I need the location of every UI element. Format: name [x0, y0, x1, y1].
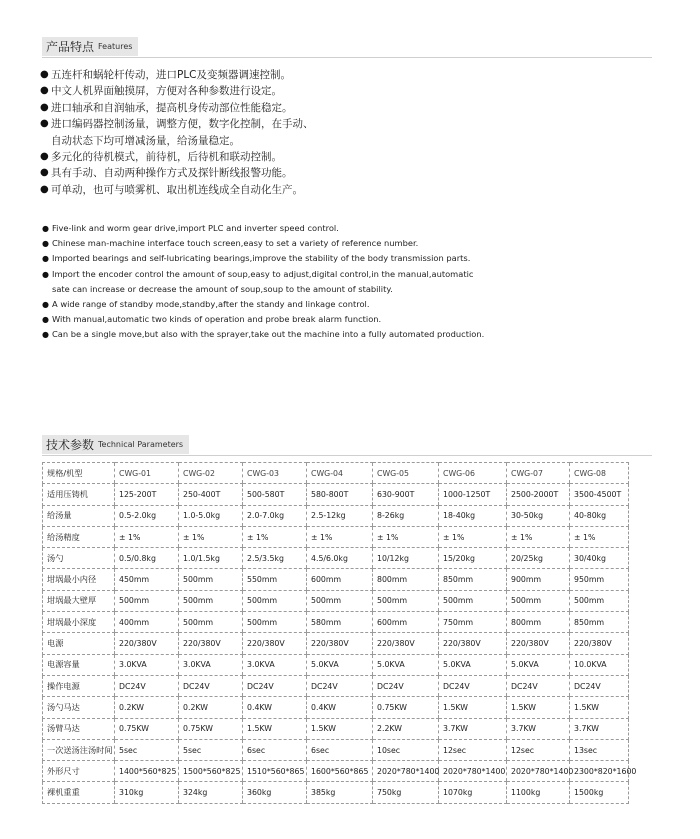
table-cell: 4.5/6.0kg [307, 548, 373, 569]
header-label: 规格/机型 [43, 463, 115, 484]
table-cell: 220/380V [243, 633, 307, 654]
table-cell: 500-580T [243, 484, 307, 505]
bullet-icon: ● [40, 151, 49, 163]
table-cell: 385kg [307, 782, 373, 803]
table-cell: ± 1% [507, 526, 570, 547]
table-cell: DC24V [243, 675, 307, 696]
table-cell: DC24V [307, 675, 373, 696]
feature-item-zh: ● 多元化的待机模式，前待机，后待机和联动控制。 [40, 149, 680, 165]
table-cell: ± 1% [439, 526, 507, 547]
row-label: 电源 [43, 633, 115, 654]
table-cell: 5sec [179, 739, 243, 760]
table-cell: 0.75KW [179, 718, 243, 739]
table-cell: 12sec [507, 739, 570, 760]
feature-item-zh: ● 五连杆和蜗轮杆传动，进口PLC及变频器调速控制。 [40, 67, 680, 83]
table-cell: 5.0KVA [439, 654, 507, 675]
table-cell: 5.0KVA [507, 654, 570, 675]
bullet-icon: ● [40, 69, 49, 80]
table-cell: ± 1% [570, 526, 629, 547]
table-cell: 220/380V [307, 633, 373, 654]
row-label: 外形尺寸 [43, 761, 115, 782]
table-cell: 2020*780*1400 [507, 761, 570, 782]
table-cell: ± 1% [243, 526, 307, 547]
table-cell: 1.0/1.5kg [179, 548, 243, 569]
feature-item-en: ● Can be a single move,but also with the sprayer,take out the machine into a fully automated production. [42, 327, 682, 342]
table-cell: 5.0KVA [373, 654, 439, 675]
table-cell: 220/380V [439, 633, 507, 654]
table-cell: DC24V [439, 675, 507, 696]
model-header: CWG-06 [439, 463, 507, 484]
table-row [43, 548, 629, 569]
table-row [43, 654, 629, 675]
table-cell: 1.5KW [243, 718, 307, 739]
table-cell: 1.0-5.0kg [179, 505, 243, 526]
table-cell: 1510*560*865 [243, 761, 307, 782]
table-cell: 18-40kg [439, 505, 507, 526]
table-cell: 500mm [373, 590, 439, 611]
bullet-icon: ● [40, 167, 49, 179]
bullet-icon: ● [40, 85, 49, 97]
feature-item-zh: ● 进口编码器控制汤量，调整方便，数字化控制，在手动、 自动状态下均可增减汤量，给汤量稳定。 [40, 118, 314, 147]
model-header: CWG-05 [373, 463, 439, 484]
table-cell: 40-80kg [570, 505, 629, 526]
table-cell: 450mm [115, 569, 179, 590]
table-cell: 5.0KVA [307, 654, 373, 675]
table-row [43, 569, 629, 590]
table-cell: 1.5KW [307, 718, 373, 739]
table-row [43, 739, 629, 760]
table-cell: 6sec [243, 739, 307, 760]
table-cell: 2.5-12kg [307, 505, 373, 526]
table-cell: 1500kg [570, 782, 629, 803]
table-cell: 360kg [243, 782, 307, 803]
table-cell: 220/380V [373, 633, 439, 654]
table-cell: 580-800T [307, 484, 373, 505]
table-cell: 850mm [439, 569, 507, 590]
table-cell: 6sec [307, 739, 373, 760]
row-label: 给汤量 [43, 505, 115, 526]
bullet-icon: ● [42, 254, 49, 264]
table-cell: 400mm [115, 612, 179, 633]
bullet-icon: ● [42, 224, 49, 233]
spec-table [42, 462, 637, 804]
table-cell: 10sec [373, 739, 439, 760]
bullet-icon: ● [40, 183, 49, 195]
row-label: 坩埚最大壁厚 [43, 590, 115, 611]
technical-title-en: Technical Parameters [98, 440, 184, 449]
table-cell: 3.0KVA [243, 654, 307, 675]
table-cell: 500mm [243, 612, 307, 633]
table-cell: 500mm [179, 612, 243, 633]
row-label: 操作电源 [43, 675, 115, 696]
table-cell: 1.5KW [507, 697, 570, 718]
table-cell: 500mm [179, 590, 243, 611]
table-cell: 13sec [570, 739, 629, 760]
bullet-icon: ● [42, 330, 49, 340]
table-cell: 0.2KW [179, 697, 243, 718]
bullet-icon: ● [40, 101, 49, 113]
table-cell: 125-200T [115, 484, 179, 505]
table-cell: 0.75KW [115, 718, 179, 739]
table-row [43, 697, 629, 718]
table-cell: 950mm [570, 569, 629, 590]
table-cell: 220/380V [507, 633, 570, 654]
table-cell: 800mm [373, 569, 439, 590]
table-cell: 750kg [373, 782, 439, 803]
table-row [43, 505, 629, 526]
features-title-en: Features [98, 42, 133, 51]
table-row [43, 484, 629, 505]
model-header: CWG-08 [570, 463, 629, 484]
bullet-icon: ● [42, 269, 49, 279]
table-row [43, 761, 629, 782]
model-header: CWG-01 [115, 463, 179, 484]
feature-item-zh: ● 具有手动、自动两种操作方式及探针断线报警功能。 [40, 165, 680, 181]
table-cell: 3.0KVA [179, 654, 243, 675]
technical-title-zh: 技术参数 [46, 438, 95, 452]
table-cell: 310kg [115, 782, 179, 803]
row-label: 坩埚最小深度 [43, 612, 115, 633]
features-title-zh: 产品特点 [46, 40, 95, 54]
table-cell: 2020*780*1400 [439, 761, 507, 782]
table-cell: DC24V [179, 675, 243, 696]
table-cell: 500mm [570, 590, 629, 611]
feature-item-en: ● A wide range of standby mode,standby,after the standy and linkage control. [42, 297, 682, 312]
row-label: 汤臂马达 [43, 718, 115, 739]
table-cell: 2020*780*1400 [373, 761, 439, 782]
table-cell: ± 1% [115, 526, 179, 547]
table-cell: 600mm [307, 569, 373, 590]
table-cell: 500mm [439, 590, 507, 611]
table-cell: 220/380V [179, 633, 243, 654]
row-label: 裸机重重 [43, 782, 115, 803]
row-label: 给汤精度 [43, 526, 115, 547]
table-cell: 8-26kg [373, 505, 439, 526]
table-row [43, 718, 629, 739]
row-label: 适用压铸机 [43, 484, 115, 505]
row-label: 汤勺马达 [43, 697, 115, 718]
table-cell: 500mm [243, 590, 307, 611]
table-cell: 600mm [373, 612, 439, 633]
feature-item-en: ● Imported bearings and self-lubricating bearings,improve the stability of the body transmission parts. [42, 251, 682, 266]
table-cell: 850mm [570, 612, 629, 633]
table-cell: 1.5KW [570, 697, 629, 718]
table-cell: 3500-4500T [570, 484, 629, 505]
table-cell: 0.5-2.0kg [115, 505, 179, 526]
table-cell: 630-900T [373, 484, 439, 505]
table-row [43, 782, 629, 803]
table-cell: 324kg [179, 782, 243, 803]
table-cell: 0.75KW [373, 697, 439, 718]
table-cell: DC24V [570, 675, 629, 696]
table-row [43, 612, 629, 633]
table-cell: 550mm [243, 569, 307, 590]
table-cell: 5sec [115, 739, 179, 760]
table-cell: 1.5KW [439, 697, 507, 718]
row-label: 一次送汤注汤时间 [43, 739, 115, 760]
feature-item-en: ● Five-link and worm gear drive,import PLC and inverter speed control. [42, 221, 682, 236]
table-cell: 2300*820*1600 [570, 761, 629, 782]
table-cell: 3.0KVA [115, 654, 179, 675]
table-cell: 800mm [507, 612, 570, 633]
table-cell: 220/380V [115, 633, 179, 654]
table-cell: 2500-2000T [507, 484, 570, 505]
table-cell: DC24V [507, 675, 570, 696]
table-cell: 10/12kg [373, 548, 439, 569]
bullet-icon: ● [42, 315, 49, 325]
table-cell: 0.2KW [115, 697, 179, 718]
table-cell: 20/25kg [507, 548, 570, 569]
table-cell: ± 1% [179, 526, 243, 547]
table-cell: 2.2KW [373, 718, 439, 739]
table-cell: DC24V [115, 675, 179, 696]
bullet-icon: ● [42, 300, 49, 310]
features-list-en [42, 221, 682, 343]
table-cell: 580mm [307, 612, 373, 633]
table-cell: 0.5/0.8kg [115, 548, 179, 569]
table-cell: 2.0-7.0kg [243, 505, 307, 526]
feature-item-en: ● Import the encoder control the amount of soup,easy to adjust,digital control,in the manual,automatic sate can increase or decrease the amount of soup,soup to the amount of stability. [42, 268, 474, 294]
table-cell: ± 1% [373, 526, 439, 547]
table-cell: 30-50kg [507, 505, 570, 526]
feature-item-en: ● With manual,automatic two kinds of operation and probe break alarm function. [42, 312, 682, 327]
table-cell: 3.7KW [439, 718, 507, 739]
model-header: CWG-03 [243, 463, 307, 484]
table-cell: 10.0KVA [570, 654, 629, 675]
bullet-icon: ● [42, 239, 49, 249]
table-cell: 750mm [439, 612, 507, 633]
features-title-tab [42, 37, 138, 56]
feature-item-zh: ● 可单动，也可与喷雾机、取出机连线成全自动化生产。 [40, 182, 680, 198]
feature-item-zh: ● 中文人机界面触摸屏，方便对各种参数进行设定。 [40, 83, 680, 99]
table-row [43, 526, 629, 547]
model-header: CWG-02 [179, 463, 243, 484]
table-cell: 1000-1250T [439, 484, 507, 505]
table-cell: 250-400T [179, 484, 243, 505]
table-cell: 220/380V [570, 633, 629, 654]
table-cell: 500mm [307, 590, 373, 611]
feature-item-en: ● Chinese man-machine interface touch screen,easy to set a variety of reference number. [42, 236, 682, 251]
table-cell: 12sec [439, 739, 507, 760]
row-label: 汤勺 [43, 548, 115, 569]
table-cell: 1500*560*825 [179, 761, 243, 782]
table-cell: 3.7KW [570, 718, 629, 739]
table-cell: 15/20kg [439, 548, 507, 569]
model-header: CWG-07 [507, 463, 570, 484]
table-cell: 1100kg [507, 782, 570, 803]
table-cell: 3.7KW [507, 718, 570, 739]
table-cell: ± 1% [307, 526, 373, 547]
table-cell: 0.4KW [307, 697, 373, 718]
table-cell: 2.5/3.5kg [243, 548, 307, 569]
table-cell: 1600*560*865 [307, 761, 373, 782]
model-header: CWG-04 [307, 463, 373, 484]
bullet-icon: ● [40, 118, 49, 130]
table-cell: DC24V [373, 675, 439, 696]
row-label: 坩埚最小内径 [43, 569, 115, 590]
table-cell: 500mm [507, 590, 570, 611]
table-row [43, 675, 629, 696]
technical-header [42, 435, 652, 456]
table-cell: 30/40kg [570, 548, 629, 569]
features-list-zh [40, 67, 680, 198]
table-cell: 900mm [507, 569, 570, 590]
technical-title-tab [42, 435, 189, 454]
table-cell: 1400*560*825 [115, 761, 179, 782]
feature-item-zh: ● 进口轴承和自润轴承，提高机身传动部位性能稳定。 [40, 100, 680, 116]
features-header [42, 37, 652, 58]
table-cell: 500mm [179, 569, 243, 590]
table-cell: 500mm [115, 590, 179, 611]
table-row [43, 590, 629, 611]
row-label: 电源容量 [43, 654, 115, 675]
table-cell: 0.4KW [243, 697, 307, 718]
table-cell: 1070kg [439, 782, 507, 803]
table-header-row [43, 463, 629, 484]
table-row [43, 633, 629, 654]
